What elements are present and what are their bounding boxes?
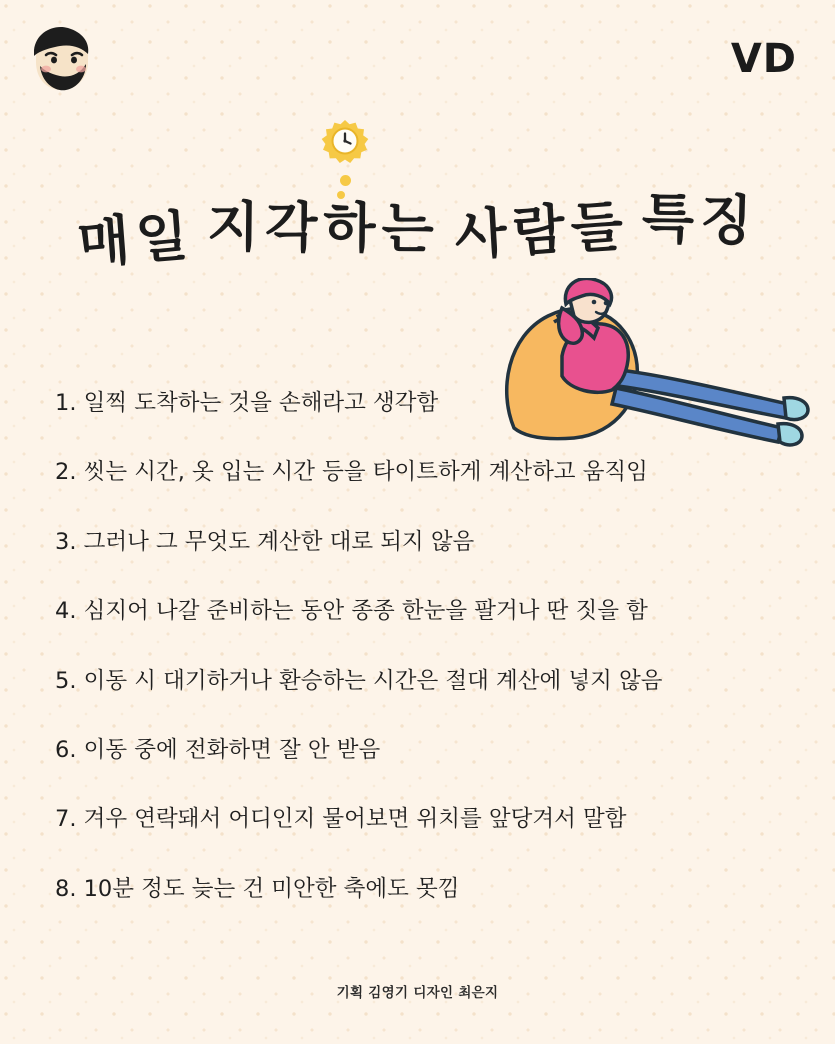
list-item: 1. 일찍 도착하는 것을 손해라고 생각함: [55, 390, 439, 416]
list-item: 7. 겨우 연락돼서 어디인지 물어보면 위치를 앞당겨서 말함: [55, 806, 627, 833]
list-item: 4. 심지어 나갈 준비하는 동안 종종 한눈을 팔거나 딴 짓을 함: [55, 598, 648, 625]
page-title: [0, 186, 835, 276]
title-word-2: 지각하는: [206, 195, 440, 261]
bearded-man-avatar-icon: [26, 22, 100, 96]
list-item: 8. 10분 정도 늦는 건 미안한 축에도 못낌: [55, 875, 460, 902]
list-item: 6. 이동 중에 전화하면 잘 안 받음: [55, 736, 381, 763]
thought-bubble-dot-large: [340, 175, 351, 186]
title-word-4: 특징: [641, 186, 760, 253]
list-item: 5. 이동 시 대기하거나 환승하는 시간은 절대 계산에 넣지 않음: [55, 667, 663, 694]
title-word-3: 사람들: [452, 193, 631, 268]
clock-badge-icon: [318, 118, 372, 172]
title-word-1: 매일: [75, 203, 196, 276]
tips-list: [55, 388, 795, 943]
brand-wordmark: VD: [730, 36, 797, 82]
credits: 기획 김영기 디자인 최은지: [336, 985, 499, 1001]
list-item: 3. 그러나 그 무엇도 계산한 대로 되지 않음: [55, 528, 475, 555]
list-item: 2. 씻는 시간, 옷 입는 시간 등을 타이트하게 계산하고 움직임: [55, 459, 648, 486]
